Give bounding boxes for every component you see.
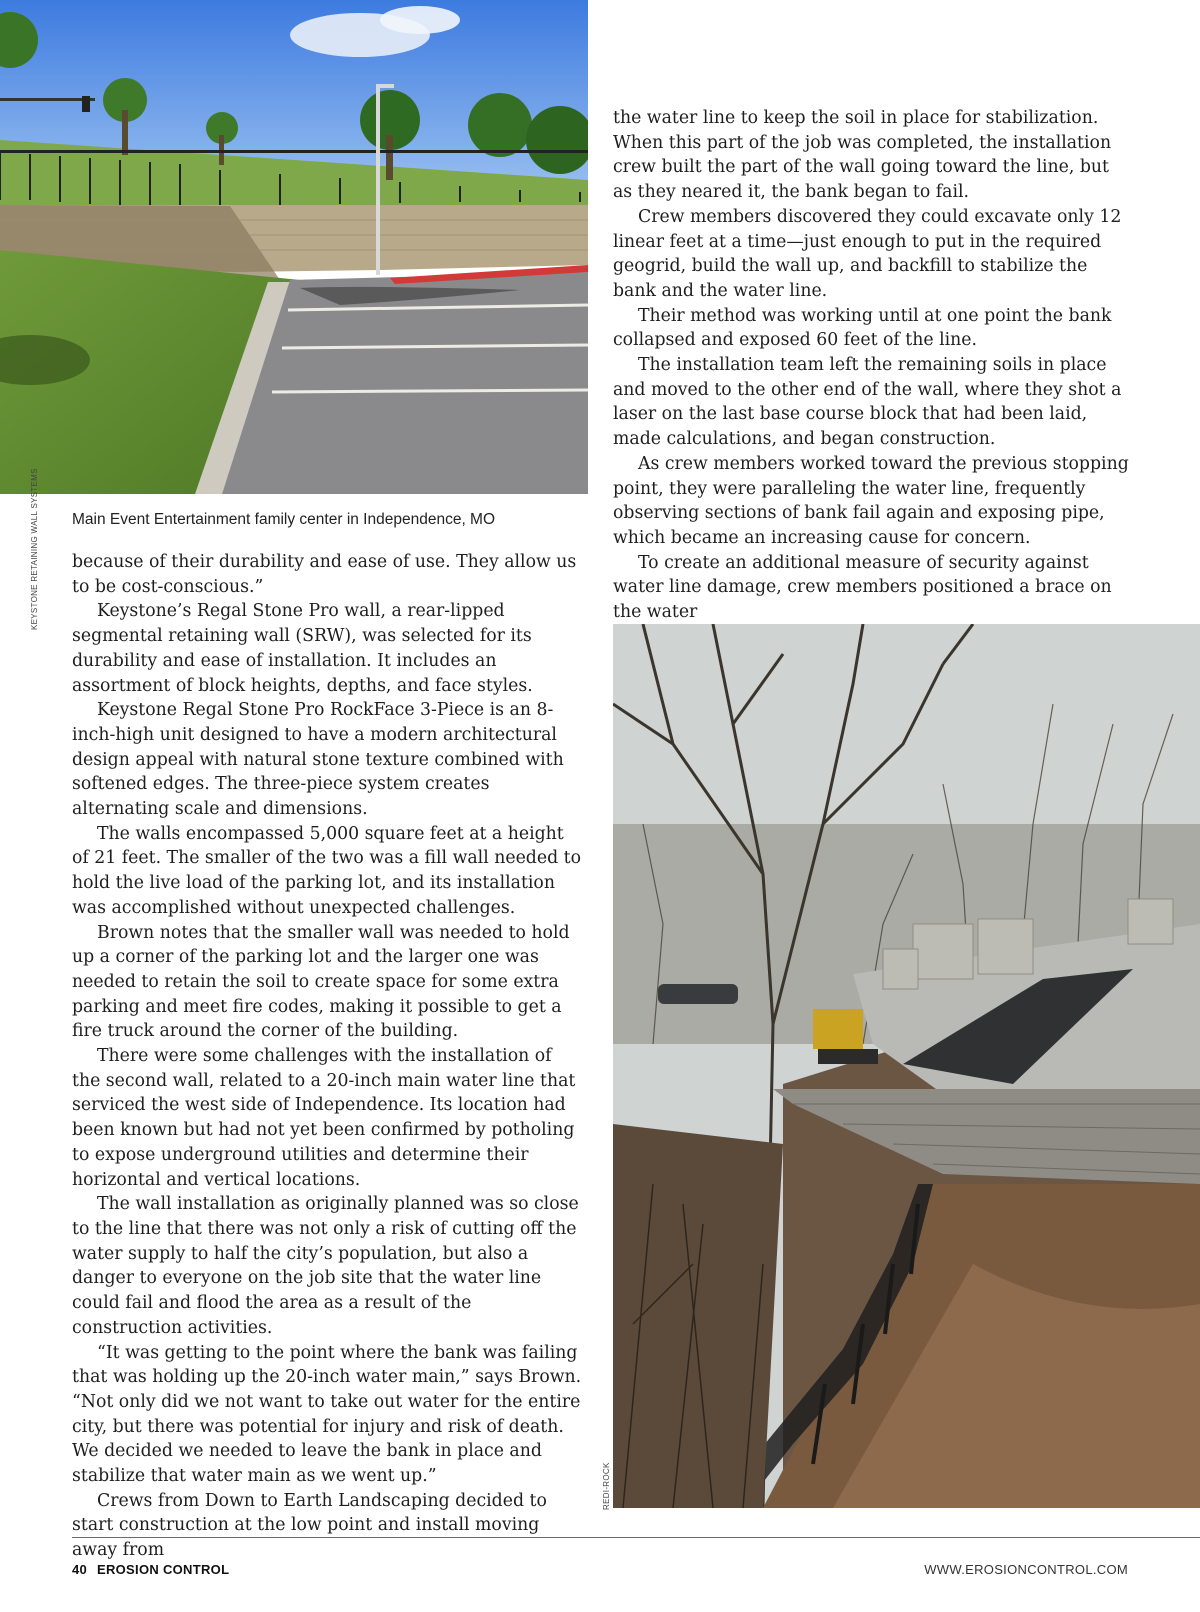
photo-credit-keystone: KEYSTONE RETAINING WALL SYSTEMS — [30, 468, 39, 630]
paragraph: Brown notes that the smaller wall was needed to hold up a corner of the parking lot and the larger one was needed to retain the soil to create space for some extra parking and meet fire codes, making it possible to get a fire truck around the corner of the building. — [72, 922, 570, 1042]
footer-publication — [72, 1562, 229, 1577]
paragraph: To create an additional measure of security against water line damage, crew members positioned a brace on the water — [613, 552, 1112, 623]
photo-construction-site — [613, 624, 1200, 1508]
publication-name: EROSION CONTROL — [96, 1562, 230, 1577]
page-number: 40 — [72, 1562, 88, 1577]
paragraph: The installation team left the remaining soils in place and moved to the other end of the wall, where they shot a laser on the last base course block that had been laid, made calculations, and began construction. — [613, 355, 1122, 450]
photo-caption: Main Event Entertainment family center in Independence, MO — [72, 511, 496, 528]
paragraph: The wall installation as originally planned was so close to the line that there was not only a risk of cutting off the water supply to half the city’s population, but also a danger to everyone on the job site that the water line could fail and flood the area as a result of the construction activities. — [72, 1194, 579, 1338]
footer-url: WWW.EROSIONCONTROL.COM — [924, 1562, 1128, 1577]
paragraph: Crews from Down to Earth Landscaping decided to start construction at the low point and install moving away from — [72, 1490, 547, 1561]
paragraph: because of their durability and ease of use. They allow us to be cost-conscious.” — [72, 552, 577, 597]
paragraph: There were some challenges with the installation of the second wall, related to a 20-inch main water line that serviced the west side of Independence. Its location had been known but had not yet been confirmed by potholing to expose underground utilities and determine their horizontal and vertical locations. — [72, 1046, 576, 1190]
article-column-right — [613, 106, 1133, 625]
photo-credit-redi-rock: REDI-ROCK — [602, 1462, 611, 1510]
paragraph: The walls encompassed 5,000 square feet at a height of 21 feet. The smaller of the two was a fill wall needed to hold the live load of the parking lot, and its installation was accomplished without unexpected challenges. — [72, 823, 581, 918]
construction-site-photo — [613, 624, 1200, 1508]
paragraph: Their method was working until at one point the bank collapsed and exposed 60 feet of the line. — [613, 305, 1112, 351]
footer-rule — [72, 1537, 1200, 1538]
paragraph: As crew members worked toward the previous stopping point, they were paralleling the water line, frequently observing sections of bank fail again and exposing pipe, which became an increasing cause for concern. — [613, 453, 1129, 548]
paragraph: Crew members discovered they could excavate only 12 linear feet at a time—just enough to put in the required geogrid, build the wall up, and backfill to stabilize the bank and the water line. — [613, 206, 1122, 301]
paragraph: the water line to keep the soil in place for stabilization. When this part of the job was completed, the installation crew built the part of the wall going toward the line, but as they neared it, the bank began to fail. — [613, 108, 1112, 203]
article-column-left — [72, 550, 584, 1563]
parking-lot-photo — [0, 0, 588, 494]
paragraph: “It was getting to the point where the bank was failing that was holding up the 20-inch water main,” says Brown. “Not only did we not want to take out water for the entire city, but there was potential for injury and risk of death. We decided we needed to leave the bank in place and stabilize that water main as we went up.” — [72, 1342, 582, 1487]
paragraph: Keystone Regal Stone Pro RockFace 3-Piece is an 8-inch-high unit designed to have a modern architectural design appeal with natural stone texture combined with softened edges. The three-piece system creates alternating scale and dimensions. — [72, 700, 564, 820]
paragraph: Keystone’s Regal Stone Pro wall, a rear-lipped segmental retaining wall (SRW), was selected for its durability and ease of installation. It includes an assortment of block heights, depths, and face styles. — [72, 601, 533, 696]
photo-retaining-wall-parking-lot — [0, 0, 588, 494]
